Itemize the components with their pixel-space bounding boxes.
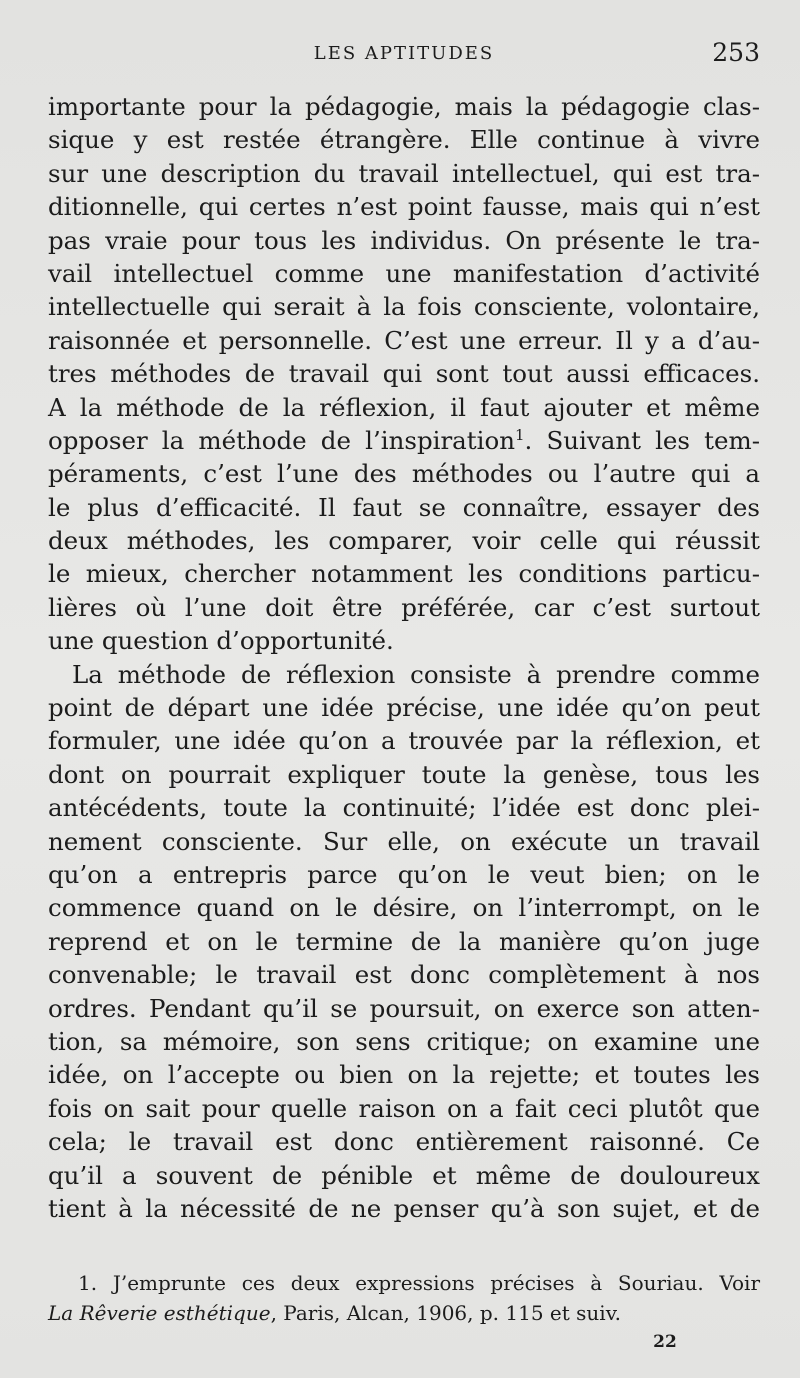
- text-line: idée, on l’accepte ou bien on la rejette; et toutes les: [48, 1060, 760, 1090]
- page-header: [48, 38, 760, 72]
- text-line: A la méthode de la réflexion, il faut ajouter et même: [48, 392, 760, 422]
- text-line: formuler, une idée qu’on a trouvée par la réflexion, et: [48, 726, 760, 756]
- footnote-number: 1.: [78, 1271, 98, 1295]
- text-line: qu’il a souvent de pénible et même de douloureux: [48, 1160, 760, 1190]
- footnote: [48, 1268, 760, 1328]
- text-line: raisonnée et personnelle. C’est une erreur. Il y a d’au-: [48, 325, 760, 355]
- text-line: tion, sa mémoire, son sens critique; on examine une: [48, 1026, 760, 1056]
- text-line: fois on sait pour quelle raison on a fait ceci plutôt que: [48, 1093, 760, 1123]
- text-line: tres méthodes de travail qui sont tout aussi efficaces.: [48, 359, 760, 389]
- text-line: qu’on a entrepris parce qu’on le veut bien; on le: [48, 859, 760, 889]
- footnote-text: , Paris, Alcan, 1906, p. 115 et suiv.: [270, 1301, 621, 1325]
- text-segment: . Suivant les tem-: [524, 425, 760, 455]
- text-line: tient à la nécessité de ne penser qu’à son sujet, et de: [48, 1193, 760, 1223]
- text-line: commence quand on le désire, on l’interrompt, on le: [48, 893, 760, 923]
- text-line: importante pour la pédagogie, mais la pédagogie clas-: [48, 92, 760, 121]
- text-line: le plus d’efficacité. Il faut se connaître, essayer des: [48, 492, 760, 522]
- text-line: une question d’opportunité.: [48, 626, 394, 656]
- text-line: pas vraie pour tous les individus. On présente le tra-: [48, 225, 760, 255]
- signature-mark: 22: [653, 1332, 677, 1352]
- footnote-line: [48, 1298, 760, 1328]
- text-line: reprend et on le termine de la manière qu’on juge: [48, 926, 760, 956]
- page-number: 253: [712, 38, 760, 67]
- text-line: antécédents, toute la continuité; l’idée est donc plei-: [48, 793, 760, 823]
- text-line: vail intellectuel comme une manifestation d’activité: [48, 258, 760, 288]
- text-line: cela; le travail est donc entièrement raisonné. Ce: [48, 1127, 760, 1157]
- running-title: LES APTITUDES: [313, 43, 495, 64]
- text-line: le mieux, chercher notamment les conditions particu-: [48, 559, 760, 589]
- text-line: point de départ une idée précise, une idée qu’on peut: [48, 693, 760, 723]
- cited-work-title: La Rêverie esthétique: [48, 1301, 271, 1325]
- text-segment: opposer la méthode de l’inspiration: [48, 425, 515, 455]
- text-line-with-footnote-ref: [48, 424, 760, 457]
- footnote-line: [48, 1268, 760, 1298]
- footnote-reference: 1: [515, 425, 525, 444]
- text-line: sur une description du travail intellectuel, qui est tra-: [48, 158, 760, 188]
- text-line: deux méthodes, les comparer, voir celle qui réussit: [48, 526, 760, 556]
- text-line: convenable; le travail est donc complètement à nos: [48, 960, 760, 990]
- text-line: intellectuelle qui serait à la fois consciente, volontaire,: [48, 292, 760, 322]
- text-line: ordres. Pendant qu’il se poursuit, on exerce son atten-: [48, 993, 760, 1023]
- text-line: sique y est restée étrangère. Elle continue à vivre: [48, 125, 760, 155]
- footnote-text: J’emprunte ces deux expressions précises à Souriau. Voir: [112, 1271, 761, 1295]
- text-line: ditionnelle, qui certes n’est point fausse, mais qui n’est: [48, 192, 760, 222]
- paragraph-start-line: La méthode de réflexion consiste à prendre comme: [72, 659, 760, 689]
- text-line: nement consciente. Sur elle, on exécute un travail: [48, 826, 760, 856]
- text-line: lières où l’une doit être préférée, car c’est surtout: [48, 592, 760, 622]
- text-line: péraments, c’est l’une des méthodes ou l’autre qui a: [48, 459, 760, 489]
- body-text: [48, 90, 760, 1225]
- text-line: dont on pourrait expliquer toute la genèse, tous les: [48, 759, 760, 789]
